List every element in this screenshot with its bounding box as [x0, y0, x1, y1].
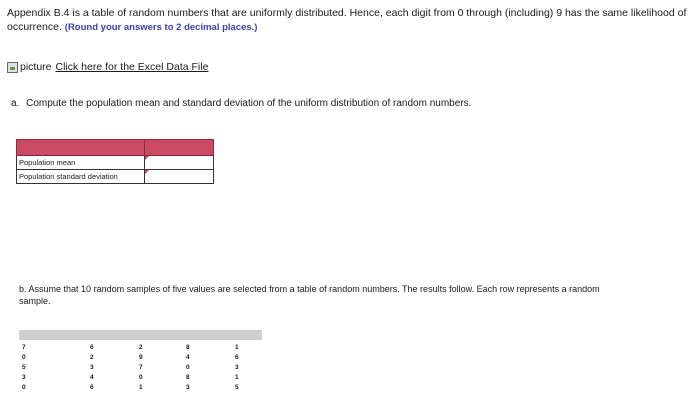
problem-intro: [7, 6, 687, 35]
picture-icon: [7, 62, 18, 73]
population-mean-input[interactable]: [145, 156, 213, 169]
sample-value: 5: [235, 384, 239, 391]
table-row: [17, 156, 214, 170]
sample-value: 3: [235, 364, 239, 371]
answer-table: [16, 139, 214, 184]
sample-value: 3: [22, 374, 26, 381]
samples-column: [117, 343, 166, 393]
population-sd-input-cell: [145, 170, 214, 184]
population-mean-input-cell: [145, 156, 214, 170]
sample-value: 2: [139, 344, 143, 351]
sample-value: 4: [186, 354, 190, 361]
samples-table: [19, 330, 262, 393]
sample-value: 2: [90, 354, 94, 361]
part-a-letter: a.: [11, 98, 20, 109]
population-sd-label: Population standard deviation: [17, 170, 145, 184]
sample-value: 6: [235, 354, 239, 361]
table-row: [17, 170, 214, 184]
samples-column: [215, 343, 264, 393]
population-sd-input[interactable]: [145, 170, 213, 183]
samples-column: [166, 343, 215, 393]
picture-label: picture: [20, 61, 52, 73]
sample-value: 8: [186, 374, 190, 381]
intro-text: Appendix B.4 is a table of random numbers that are uniformly distributed. Hence, each digit from 0 through (including) 9 has the same likelihood of occurrence.: [7, 7, 687, 33]
samples-header-bar: [19, 330, 262, 340]
sample-value: 0: [22, 384, 26, 391]
answer-table-header: [17, 140, 214, 156]
sample-value: 0: [139, 374, 143, 381]
part-b-question: [19, 283, 619, 307]
part-b-text: Assume that 10 random samples of five values are selected from a table of random numbers. The results follow. Each row represents a random sample.: [19, 284, 600, 306]
sample-value: 6: [90, 384, 94, 391]
population-mean-label: Population mean: [17, 156, 145, 170]
excel-data-link[interactable]: Click here for the Excel Data File: [55, 61, 209, 73]
answer-header-cell: [145, 140, 214, 156]
sample-value: 1: [139, 384, 143, 391]
excel-link-row: [7, 61, 208, 73]
sample-value: 7: [139, 364, 143, 371]
part-b-letter: b.: [19, 284, 27, 294]
part-a-question: [11, 98, 471, 109]
samples-column: [19, 343, 68, 393]
sample-value: 3: [186, 384, 190, 391]
sample-value: 5: [22, 364, 26, 371]
sample-value: 3: [90, 364, 94, 371]
sample-value: 1: [235, 344, 239, 351]
sample-value: 1: [235, 374, 239, 381]
sample-value: 6: [90, 344, 94, 351]
part-a-text: Compute the population mean and standard deviation of the uniform distribution of random numbers.: [26, 98, 472, 109]
sample-value: 8: [186, 344, 190, 351]
sample-value: 0: [186, 364, 190, 371]
sample-value: 0: [22, 354, 26, 361]
samples-grid: [19, 343, 262, 393]
samples-column: [68, 343, 117, 393]
answer-header-cell: [17, 140, 145, 156]
sample-value: 9: [139, 354, 143, 361]
sample-value: 4: [90, 374, 94, 381]
sample-value: 7: [22, 344, 26, 351]
round-note: (Round your answers to 2 decimal places.): [64, 22, 258, 33]
